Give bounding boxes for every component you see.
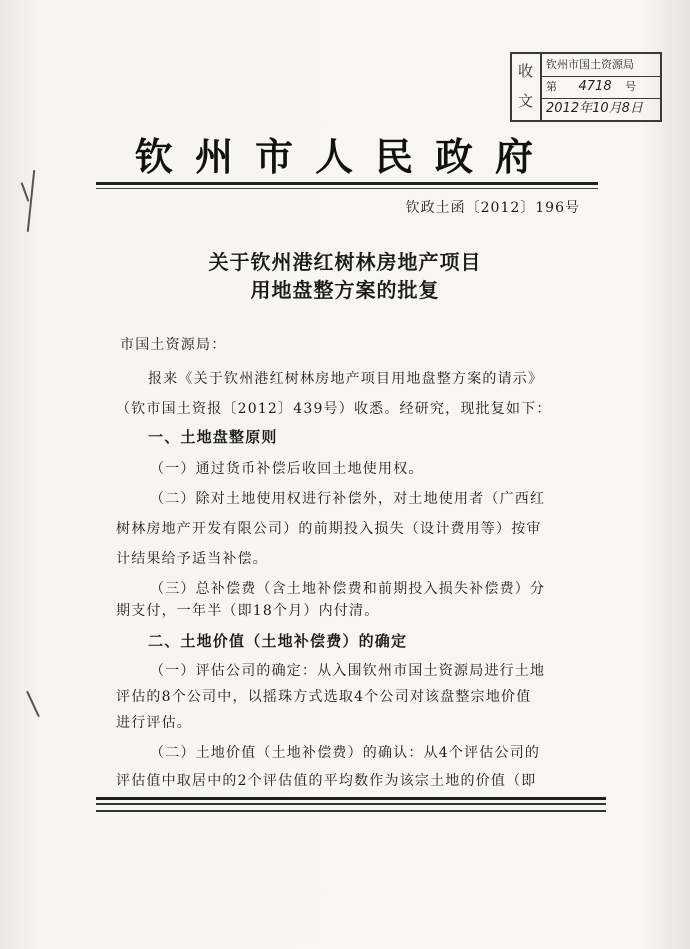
- stamp-left-column: [512, 54, 542, 120]
- s2-item2-line1: （二）土地价值（土地补偿费）的确认：从4个评估公司的: [150, 745, 541, 761]
- document-title-line1: 关于钦州港红树林房地产项目: [208, 250, 482, 274]
- stamp-number-unit: 号: [625, 80, 637, 93]
- s2-item1-line3: 进行评估。: [116, 715, 192, 731]
- s1-item2-line1: （二）除对土地使用权进行补偿外，对土地使用者（广西红: [150, 491, 546, 507]
- s2-item1-line1: （一）评估公司的确定：从入围钦州市国土资源局进行土地: [150, 663, 546, 679]
- para1-line2: （钦市国土资报〔2012〕439号）收悉。经研究，现批复如下：: [116, 401, 552, 417]
- s2-item2-line2: 评估值中取居中的2个评估值的平均数作为该宗土地的价值（即: [116, 773, 537, 789]
- stamp-date-row: [542, 98, 660, 120]
- header-rule: [96, 182, 598, 185]
- footer-rule-3: [96, 810, 606, 812]
- stamp-date: 2012年10月8日: [546, 101, 643, 116]
- s1-item2-line2: 树林房地产开发有限公司）的前期投入损失（设计费用等）按审: [116, 521, 542, 537]
- stamp-office: 钦州市国土资源局: [546, 58, 634, 71]
- footer-rule: [96, 797, 606, 800]
- scan-mark-left-2: [21, 182, 30, 201]
- s1-item3-line1: （三）总补偿费（含土地补偿费和前期投入损失补偿费）分: [150, 581, 546, 597]
- document-title-line2: 用地盘整方案的批复: [250, 278, 440, 302]
- issuing-authority: 钦州市人民政府: [134, 134, 555, 179]
- stamp-number-row: [542, 76, 660, 99]
- section2-heading: 二、土地价值（土地补偿费）的确定: [148, 632, 408, 650]
- s2-item1-line2: 评估的8个公司中，以摇珠方式选取4个公司对该盘整宗地价值: [116, 689, 532, 705]
- stamp-number-value: 4718: [578, 79, 612, 94]
- s1-item3-line2: 期支付，一年半（即18个月）内付清。: [116, 603, 380, 619]
- stamp-office-row: [542, 54, 660, 77]
- document-number: 钦政土函〔2012〕196号: [405, 200, 580, 216]
- scan-mark-left-3: [26, 691, 40, 717]
- s1-item2-line3: 计结果给予适当补偿。: [116, 551, 268, 567]
- receipt-stamp: [510, 52, 662, 122]
- section1-heading: 一、土地盘整原则: [148, 428, 278, 446]
- para1-line1: 报来《关于钦州港红树林房地产项目用地盘整方案的请示》: [148, 371, 544, 387]
- stamp-doc-char: 文: [518, 92, 534, 110]
- stamp-number-label: 第: [546, 80, 557, 93]
- salutation: 市国土资源局：: [120, 337, 227, 353]
- s1-item1: （一）通过货币补偿后收回土地使用权。: [150, 461, 424, 477]
- footer-rule-2: [96, 803, 606, 805]
- stamp-receive-char: 收: [518, 62, 534, 80]
- header-rule-thin: [96, 188, 598, 189]
